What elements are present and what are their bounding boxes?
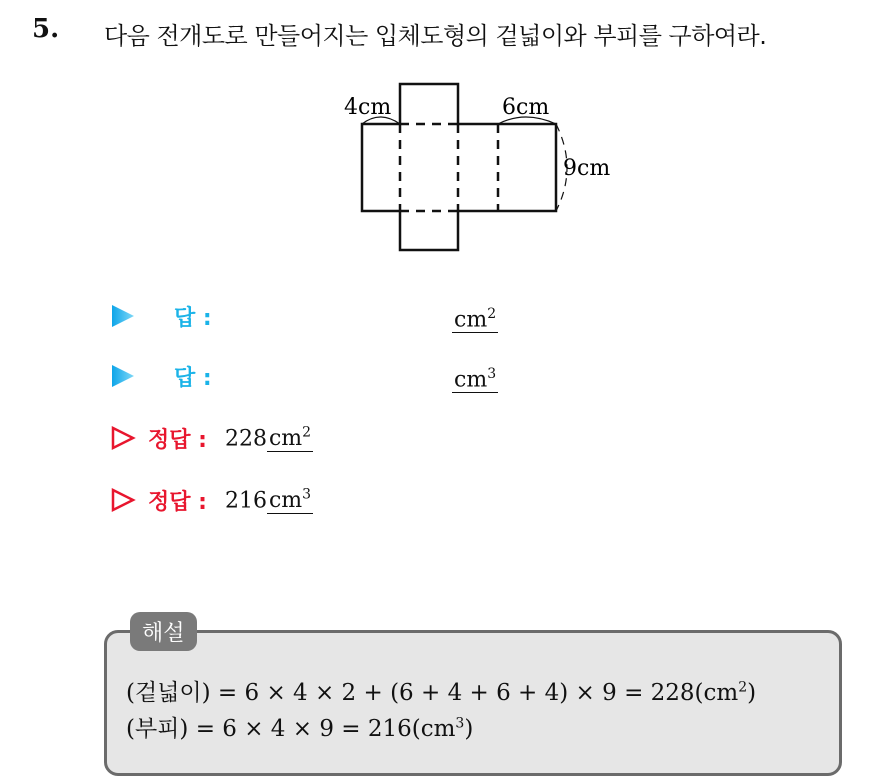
question-text: 다음 전개도로 만들어지는 입체도형의 겉넓이와 부피를 구하여라.	[104, 22, 767, 50]
answer-row-volume	[110, 360, 212, 392]
answer-row-area	[110, 300, 212, 332]
answer-input-area[interactable]: $cm^2$	[452, 302, 498, 333]
play-triangle-icon	[110, 363, 136, 389]
correct-label: 정답 :	[148, 427, 207, 453]
outline-triangle-icon	[110, 487, 136, 513]
correct-row-area	[110, 422, 313, 454]
explanation-line-area: (겉넓이) = $6 \times 4 \times 2 + (6 + 4 + 6 + 4) \times 9 = 228(cm^2)$	[126, 679, 757, 706]
question-number: 5.	[32, 14, 60, 44]
correct-row-volume	[110, 484, 313, 516]
label-width: 4cm	[344, 95, 392, 120]
net-diagram	[330, 80, 630, 260]
correct-label: 정답 :	[148, 489, 207, 515]
correct-value: $228cm^2$	[224, 424, 312, 452]
outline-triangle-icon	[110, 425, 136, 451]
answer-label: 답 :	[174, 305, 212, 331]
play-triangle-icon	[110, 303, 136, 329]
correct-value: $216cm^3$	[224, 486, 312, 514]
explanation-line-volume: (부피) = $6 \times 4 \times 9 = 216(cm^3)$	[126, 715, 474, 742]
label-length: 6cm	[502, 95, 550, 120]
label-height: 9cm	[563, 156, 611, 181]
answer-label: 답 :	[174, 365, 212, 391]
explanation-tag: 해설	[130, 612, 197, 651]
answer-input-volume[interactable]: $cm^3$	[452, 362, 498, 393]
